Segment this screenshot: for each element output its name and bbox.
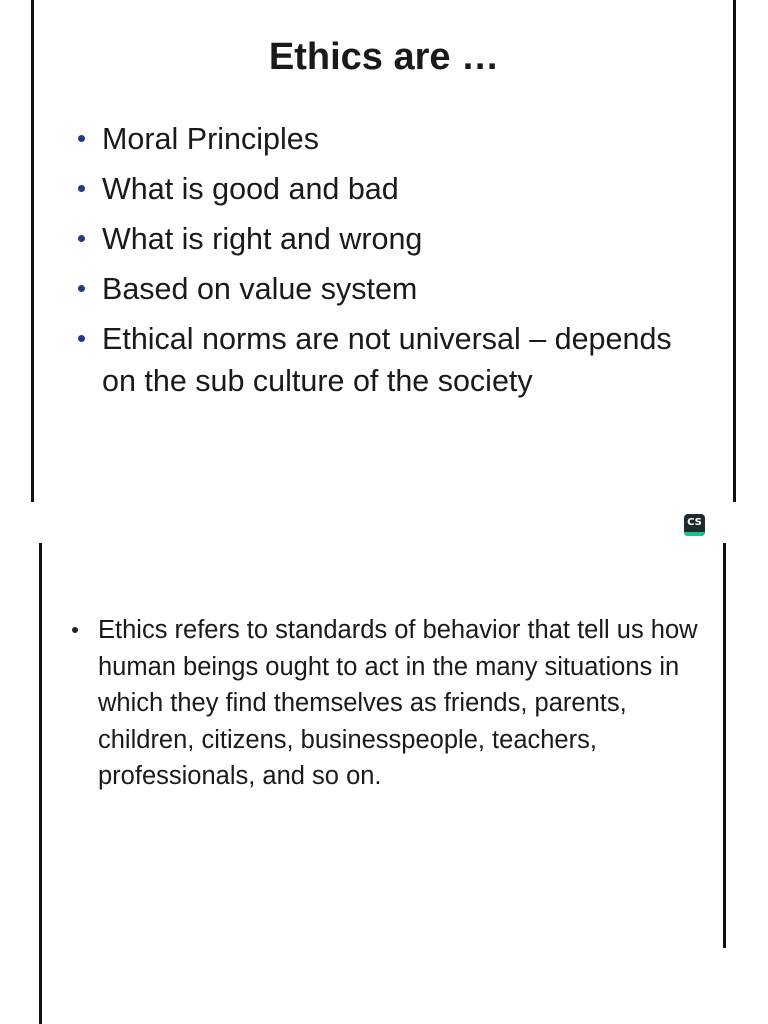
- slide-2-left-border: [39, 543, 42, 1024]
- slide-1-bullet-list: [74, 118, 714, 410]
- slide-1-title: Ethics are …: [268, 36, 500, 78]
- list-item: [74, 268, 714, 310]
- camscanner-logo-badge: [684, 514, 705, 536]
- list-item: [74, 118, 714, 160]
- slide-2-right-border: [723, 543, 726, 948]
- bullet-icon: [78, 135, 85, 142]
- bullet-text: What is right and wrong: [102, 222, 423, 256]
- bullet-text: Ethical norms are not universal – depends on the sub culture of the society: [102, 322, 672, 398]
- bullet-text: Moral Principles: [102, 122, 319, 156]
- bullet-icon: [72, 627, 78, 633]
- bullet-text: Ethics refers to standards of behavior that tell us how human beings ought to act in the many situations in which they find themselves as friends, parents, children, citizens, businesspeople, teachers, professionals, and so on.: [98, 616, 698, 790]
- bullet-icon: [78, 285, 85, 292]
- badge-accent-bar: [684, 532, 705, 536]
- bullet-icon: [78, 185, 85, 192]
- list-item: [74, 318, 714, 402]
- list-item: [74, 218, 714, 260]
- bullet-text: Based on value system: [102, 272, 418, 306]
- slide-2-bullet-list: [68, 612, 718, 795]
- list-item: [68, 612, 718, 795]
- list-item: [74, 168, 714, 210]
- bullet-text: What is good and bad: [102, 172, 399, 206]
- bullet-icon: [78, 235, 85, 242]
- badge-label: CS: [687, 517, 702, 528]
- bullet-icon: [78, 335, 85, 342]
